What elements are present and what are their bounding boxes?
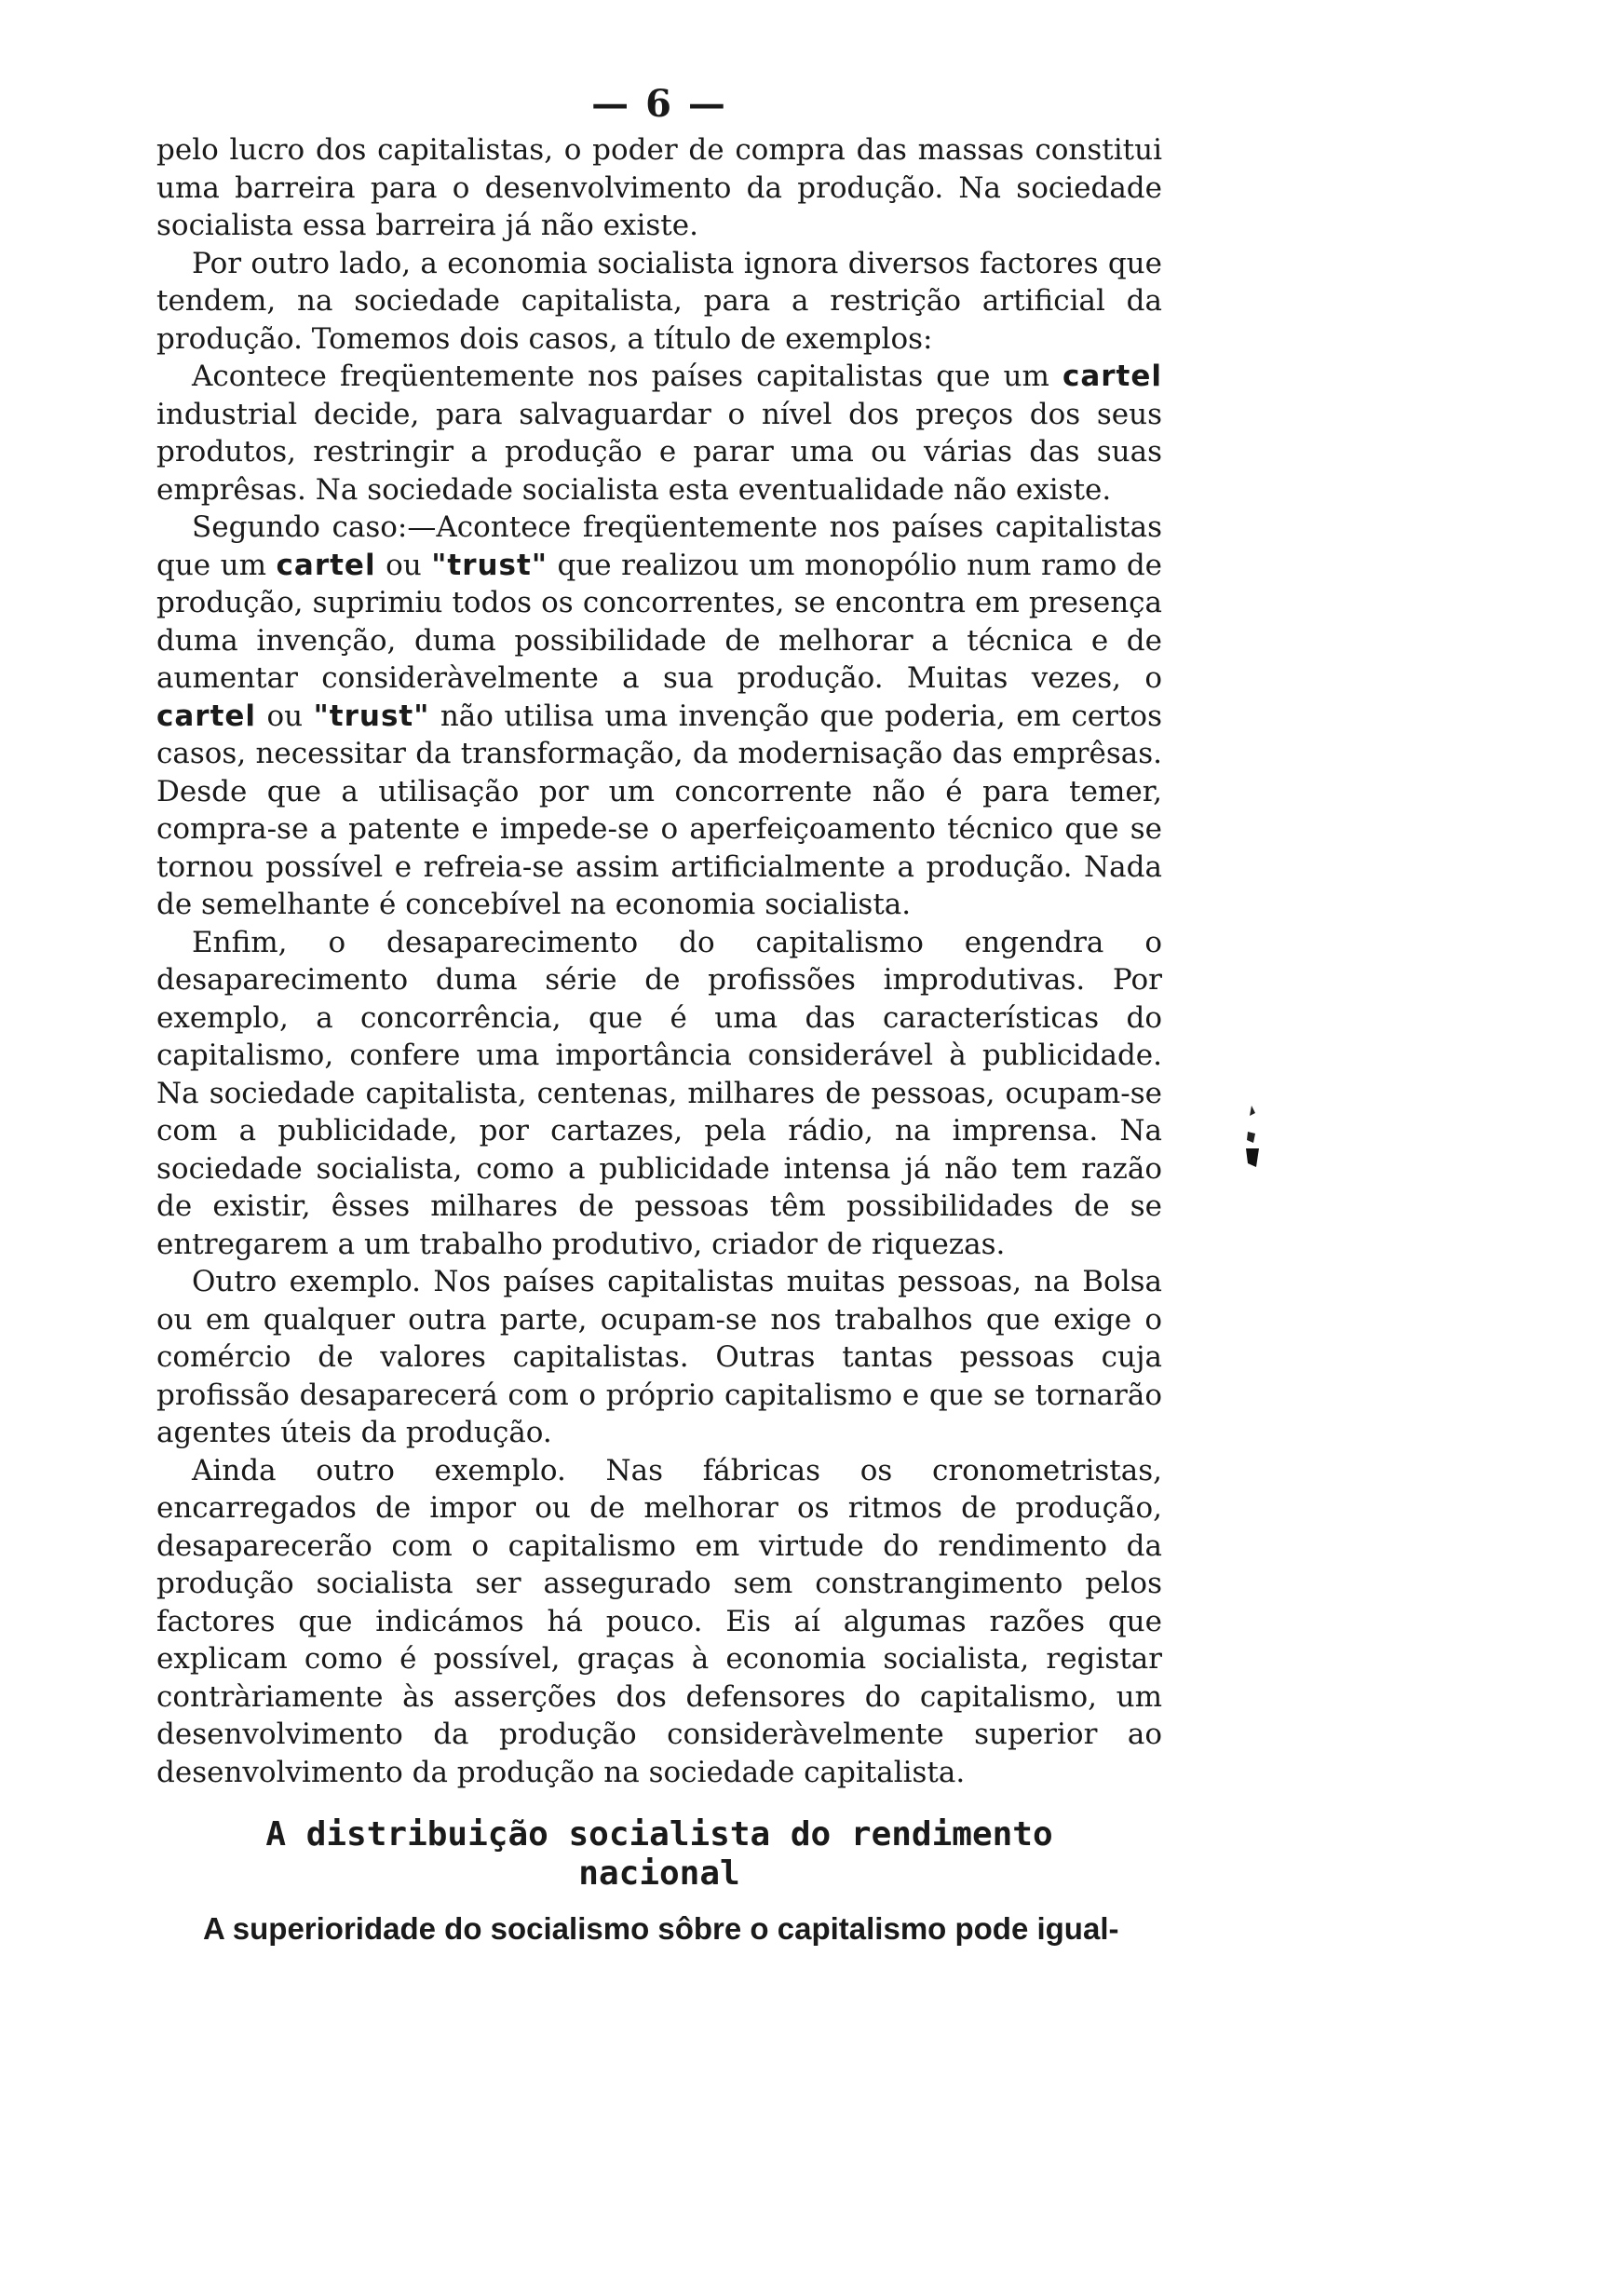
- text-run: capitalistas,: [377, 133, 554, 167]
- paragraph-p5: [156, 924, 1162, 1264]
- keyword-term: "trust": [313, 699, 430, 733]
- keyword-term: cartel: [276, 548, 376, 582]
- ink-smudge-mark: [1238, 1104, 1266, 1169]
- text-run: Enfim, o desaparecimento do capitalismo engendra o desaparecimento duma série de profissões improdutivas. Por exemplo, a concorrência, que é uma das características do capitalismo, confere uma importância considerável à publicidade. Na sociedade capitalista, centenas, milhares de pessoas, ocupam-se com a publicidade, por cartazes, pela rádio, na imprensa. Na sociedade socialista, como a publicidade intensa já não tem razão de existir, êsses milhares de pessoas têm possibilidades de se entregarem a um trabalho produtivo, criador de riquezas.: [156, 925, 1162, 1261]
- text-run: industrial decide, para salvaguardar o nível dos preços dos seus produtos, restringir a produção e parar uma ou várias das suas emprêsas. Na sociedade socialista esta eventualidade não existe.: [156, 397, 1162, 507]
- paragraph-p3: [156, 358, 1162, 509]
- document-page: [156, 82, 1162, 1948]
- keyword-term: cartel: [1062, 360, 1162, 393]
- paragraph-p4: [156, 509, 1162, 924]
- text-run: ou: [375, 548, 432, 582]
- paragraph-p2: [156, 245, 1162, 359]
- continuation-line: A superioridade do socialismo sôbre o capitalismo pode igual-: [203, 1911, 1119, 1946]
- body-text: [156, 131, 1162, 1791]
- text-run: Outro exemplo. Nos países capitalistas muitas pessoas, na Bolsa ou em qualquer outra parte, ocupam-se nos trabalhos que exige o comércio de valores capitalistas. Outras tantas pessoas cuja profissão desaparecerá com o próprio capitalismo e que se tornarão agentes úteis da produção.: [156, 1265, 1162, 1449]
- section-heading-line-1: A distribuição socialista do rendimento: [265, 1815, 1053, 1854]
- section-heading: [156, 1815, 1162, 1894]
- text-run: ou: [256, 699, 314, 733]
- text-run: Acontece freqüentemente nos países capitalistas que um: [192, 360, 1062, 393]
- section-heading-line-2: nacional: [578, 1854, 740, 1893]
- text-run: Por outro lado, a economia socialista ignora diversos factores que tendem, na sociedade capitalista, para a restrição artificial da produção. Tomemos dois casos, a título de exemplos:: [156, 246, 1162, 356]
- text-run: não utilisa uma invenção que poderia, em certos casos, necessitar da transformação, da modernisação das emprêsas. Desde que a utilisação por um concorrente não é para temer, compra-se a patente e impede-se o aperfeiçoamento técnico que se tornou possível e refreia-se assim artificialmente a produção. Nada de semelhante é concebível na economia socialista.: [156, 699, 1162, 921]
- text-run: Ainda outro exemplo. Nas fábricas os cronometristas, encarregados de impor ou de melhorar os ritmos de produção, desaparecerão com o capitalismo em virtude do rendimento da produção socialista ser assegurado sem constrangimento pelos factores que indicámos há pouco. Eis aí algumas razões que explicam como é possível, graças à economia socialista, registar contràriamente às asserções dos defensores do capitalismo, um desenvolvimento da produção consideràvelmente superior ao desenvolvimento da produção na sociedade capitalista.: [156, 1453, 1162, 1789]
- text-run: que realizou um monopólio num ramo de produção, suprimiu todos os concorrentes, se encontra em presença duma invenção, duma possibilidade de melhorar a técnica e de aumentar consideràvelmente a sua produção. Muitas vezes, o: [156, 548, 1163, 695]
- keyword-term: "trust": [431, 548, 548, 582]
- paragraph-p6: [156, 1263, 1162, 1452]
- page-number: — 6 —: [591, 82, 727, 126]
- text-run: Segundo caso:—Acontece freqüentemente nos países capitalistas que um: [156, 510, 1162, 582]
- paragraph-p7: [156, 1452, 1162, 1792]
- paragraph-p1: [156, 131, 1162, 245]
- text-run: o poder de compra das massas constitui uma barreira para o desenvolvimento da produção. Na sociedade socialista essa barreira já não existe.: [156, 133, 1162, 242]
- text-run: pelo lucro dos: [156, 133, 378, 167]
- keyword-term: cartel: [156, 699, 257, 733]
